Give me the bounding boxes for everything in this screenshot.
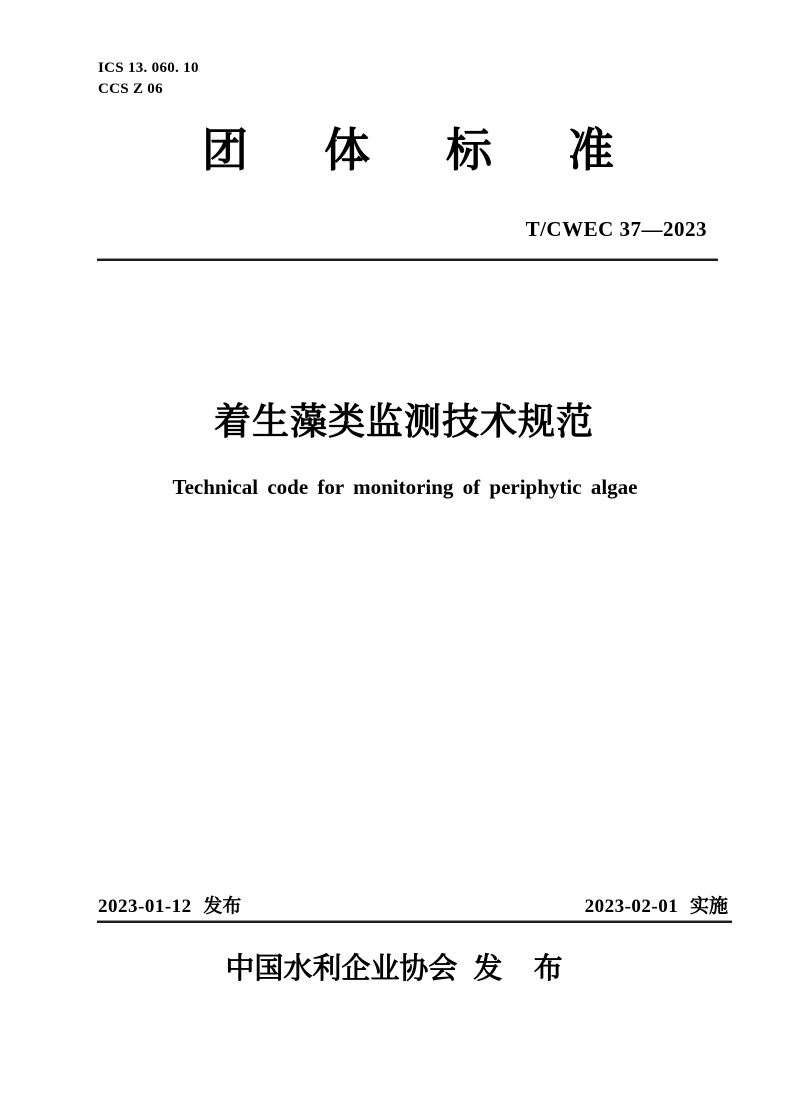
ics-code: ICS 13. 060. 10 [98,60,199,76]
issue-date-item [98,895,241,919]
issue-date: 2023-01-12 [98,896,192,917]
publisher-name: 中国水利企业协会 [225,953,458,985]
standard-number: T/CWEC 37—2023 [525,217,707,241]
date-row [98,895,728,919]
implement-label: 实施 [689,896,728,917]
implement-date: 2023-02-01 [584,896,679,917]
standard-title-english: Technical code for monitoring of periphytic algae [172,475,638,499]
classification-codes [98,58,199,100]
standard-title-chinese: 着生藻类监测技术规范 [214,401,594,442]
document-category-title: 团体标准 [202,124,690,176]
header-divider-line [97,258,718,261]
publish-label: 发 布 [473,953,575,985]
implement-date-item [585,895,728,919]
publisher-row [0,951,800,987]
issue-label: 发布 [203,896,242,917]
ccs-code: CCS Z 06 [98,81,163,97]
footer-divider-line [97,920,732,923]
